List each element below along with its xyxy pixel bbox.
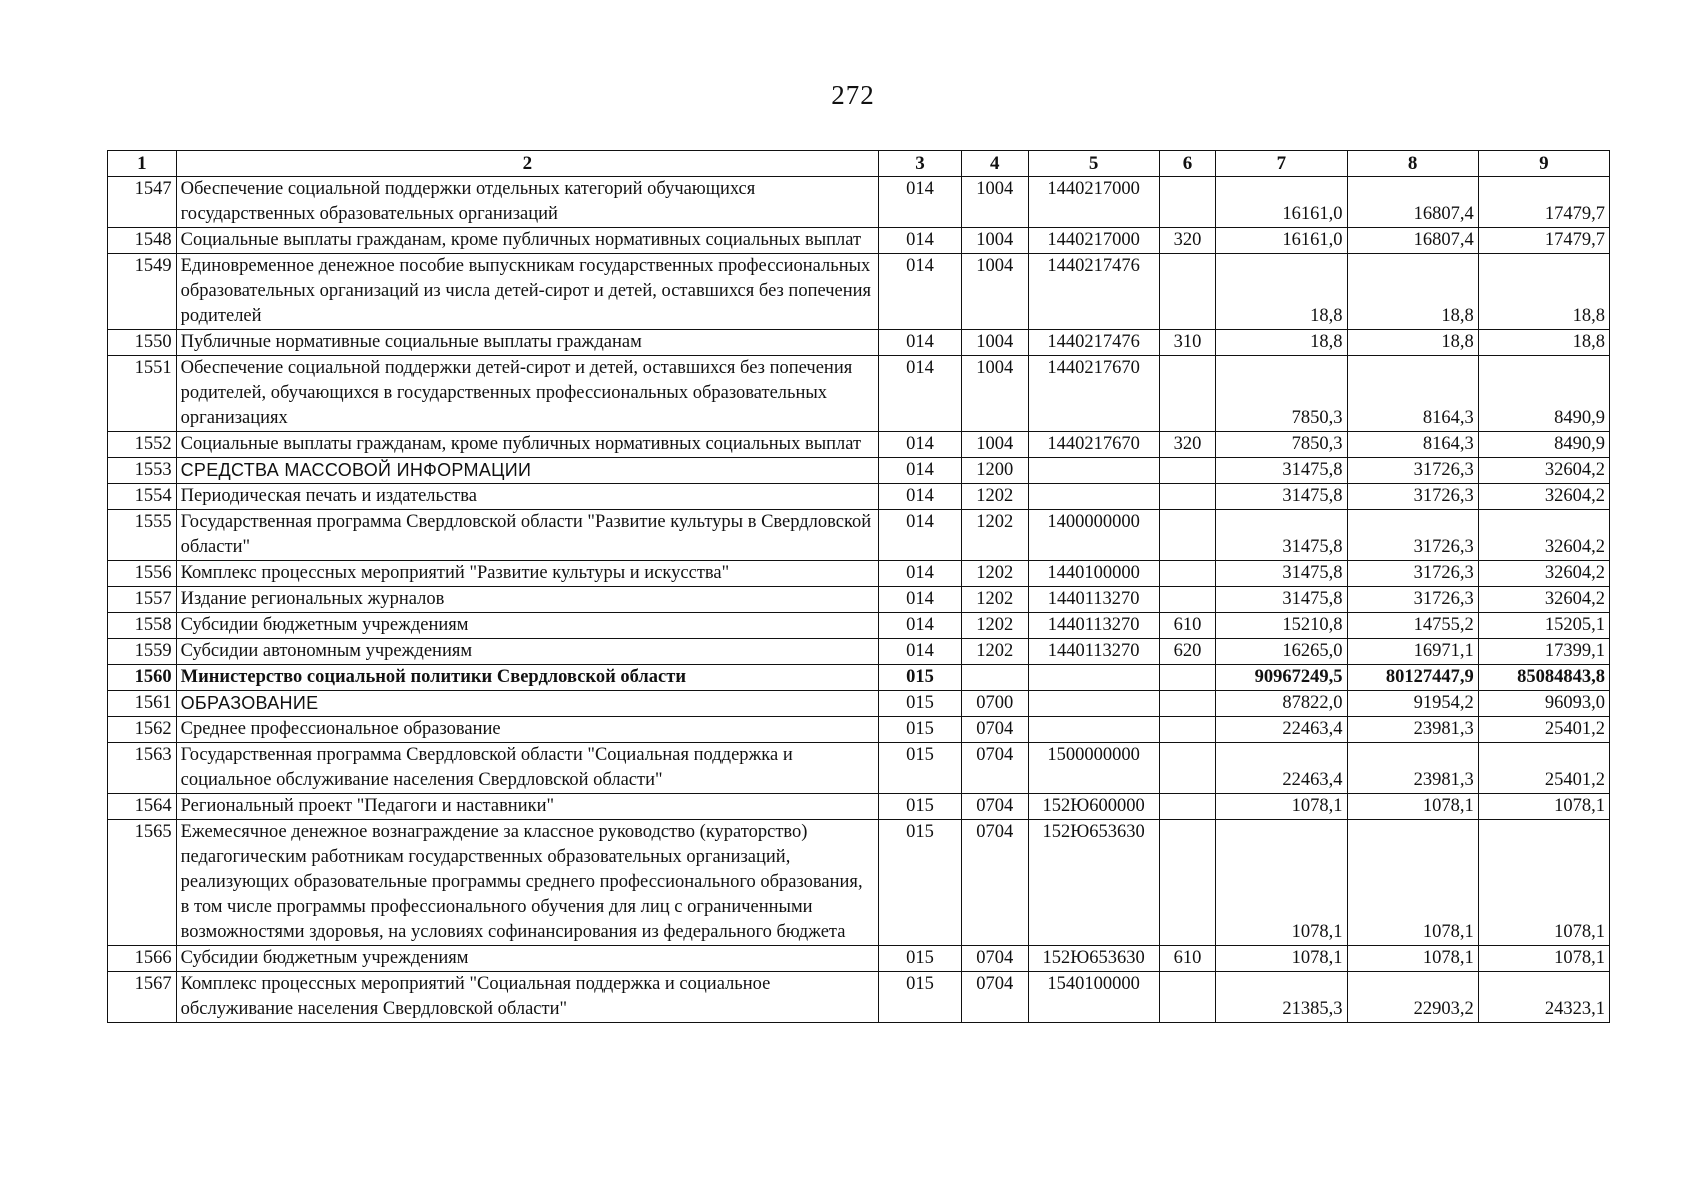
expense-type-code: 320 <box>1159 228 1216 254</box>
amount-col-9: 24323,1 <box>1478 972 1609 1023</box>
row-name: Субсидии бюджетным учреждениям <box>176 946 879 972</box>
row-number: 1561 <box>108 691 177 717</box>
amount-col-8: 8164,3 <box>1347 432 1478 458</box>
ministry-code: 014 <box>879 510 962 561</box>
row-number: 1557 <box>108 587 177 613</box>
amount-col-8: 16971,1 <box>1347 639 1478 665</box>
column-header: 9 <box>1478 151 1609 177</box>
target-article-code: 152Ю653630 <box>1028 946 1159 972</box>
amount-col-9: 18,8 <box>1478 254 1609 330</box>
section-code: 0704 <box>961 794 1028 820</box>
amount-col-9: 32604,2 <box>1478 561 1609 587</box>
amount-col-8: 16807,4 <box>1347 177 1478 228</box>
amount-col-9: 25401,2 <box>1478 743 1609 794</box>
ministry-code: 014 <box>879 561 962 587</box>
target-article-code: 1440217000 <box>1028 228 1159 254</box>
amount-col-7: 31475,8 <box>1216 484 1347 510</box>
expense-type-code <box>1159 356 1216 432</box>
row-name: Государственная программа Свердловской области "Социальная поддержка и социальное обслуживание населения Свердловской области" <box>176 743 879 794</box>
amount-col-9: 1078,1 <box>1478 794 1609 820</box>
target-article-code: 1440217476 <box>1028 330 1159 356</box>
section-code: 0704 <box>961 820 1028 946</box>
row-name: Министерство социальной политики Свердловской области <box>176 665 879 691</box>
section-code: 1004 <box>961 254 1028 330</box>
row-name: Комплекс процессных мероприятий "Социальная поддержка и социальное обслуживание населения Свердловской области" <box>176 972 879 1023</box>
expense-type-code <box>1159 665 1216 691</box>
table-row <box>108 743 1610 794</box>
amount-col-7: 1078,1 <box>1216 946 1347 972</box>
amount-col-7: 22463,4 <box>1216 743 1347 794</box>
budget-table <box>107 150 1610 1023</box>
expense-type-code <box>1159 820 1216 946</box>
amount-col-7: 90967249,5 <box>1216 665 1347 691</box>
amount-col-8: 31726,3 <box>1347 561 1478 587</box>
row-name: Субсидии автономным учреждениям <box>176 639 879 665</box>
table-row <box>108 794 1610 820</box>
table-row <box>108 458 1610 484</box>
row-number: 1565 <box>108 820 177 946</box>
expense-type-code: 320 <box>1159 432 1216 458</box>
row-number: 1555 <box>108 510 177 561</box>
row-name: Государственная программа Свердловской области "Развитие культуры в Свердловской области" <box>176 510 879 561</box>
expense-type-code <box>1159 177 1216 228</box>
amount-col-9: 8490,9 <box>1478 432 1609 458</box>
row-name: Публичные нормативные социальные выплаты гражданам <box>176 330 879 356</box>
expense-type-code: 610 <box>1159 613 1216 639</box>
row-name: Периодическая печать и издательства <box>176 484 879 510</box>
row-number: 1550 <box>108 330 177 356</box>
row-number: 1552 <box>108 432 177 458</box>
row-name: ОБРАЗОВАНИЕ <box>176 691 879 717</box>
ministry-code: 014 <box>879 356 962 432</box>
ministry-code: 014 <box>879 587 962 613</box>
ministry-code: 015 <box>879 743 962 794</box>
amount-col-8: 22903,2 <box>1347 972 1478 1023</box>
row-number: 1558 <box>108 613 177 639</box>
target-article-code <box>1028 691 1159 717</box>
table-row <box>108 946 1610 972</box>
table-row <box>108 254 1610 330</box>
expense-type-code <box>1159 458 1216 484</box>
section-code: 0704 <box>961 946 1028 972</box>
section-code: 1004 <box>961 330 1028 356</box>
table-row <box>108 228 1610 254</box>
ministry-code: 015 <box>879 972 962 1023</box>
column-header: 2 <box>176 151 879 177</box>
section-code: 1200 <box>961 458 1028 484</box>
target-article-code: 1500000000 <box>1028 743 1159 794</box>
row-name: Социальные выплаты гражданам, кроме публичных нормативных социальных выплат <box>176 228 879 254</box>
amount-col-7: 31475,8 <box>1216 510 1347 561</box>
column-header: 5 <box>1028 151 1159 177</box>
amount-col-9: 32604,2 <box>1478 587 1609 613</box>
column-header: 8 <box>1347 151 1478 177</box>
expense-type-code <box>1159 691 1216 717</box>
amount-col-7: 15210,8 <box>1216 613 1347 639</box>
ministry-code: 015 <box>879 794 962 820</box>
table-row <box>108 587 1610 613</box>
row-number: 1566 <box>108 946 177 972</box>
table-row <box>108 717 1610 743</box>
amount-col-8: 23981,3 <box>1347 743 1478 794</box>
table-row <box>108 510 1610 561</box>
ministry-code: 015 <box>879 946 962 972</box>
amount-col-7: 1078,1 <box>1216 794 1347 820</box>
table-row <box>108 561 1610 587</box>
row-name: Обеспечение социальной поддержки отдельных категорий обучающихся государственных образовательных организаций <box>176 177 879 228</box>
row-name: СРЕДСТВА МАССОВОЙ ИНФОРМАЦИИ <box>176 458 879 484</box>
expense-type-code <box>1159 484 1216 510</box>
target-article-code: 152Ю653630 <box>1028 820 1159 946</box>
ministry-code: 015 <box>879 717 962 743</box>
row-number: 1556 <box>108 561 177 587</box>
ministry-code: 014 <box>879 177 962 228</box>
table-row <box>108 972 1610 1023</box>
amount-col-7: 7850,3 <box>1216 356 1347 432</box>
ministry-code: 014 <box>879 613 962 639</box>
section-code: 1004 <box>961 356 1028 432</box>
table-row <box>108 691 1610 717</box>
target-article-code <box>1028 717 1159 743</box>
expense-type-code <box>1159 972 1216 1023</box>
amount-col-9: 1078,1 <box>1478 820 1609 946</box>
target-article-code: 1400000000 <box>1028 510 1159 561</box>
amount-col-7: 7850,3 <box>1216 432 1347 458</box>
target-article-code: 1440113270 <box>1028 587 1159 613</box>
amount-col-7: 21385,3 <box>1216 972 1347 1023</box>
target-article-code: 1440217000 <box>1028 177 1159 228</box>
section-code: 0700 <box>961 691 1028 717</box>
section-code: 1202 <box>961 484 1028 510</box>
ministry-code: 014 <box>879 458 962 484</box>
amount-col-8: 1078,1 <box>1347 946 1478 972</box>
amount-col-8: 80127447,9 <box>1347 665 1478 691</box>
row-name: Издание региональных журналов <box>176 587 879 613</box>
amount-col-8: 31726,3 <box>1347 484 1478 510</box>
row-name: Социальные выплаты гражданам, кроме публичных нормативных социальных выплат <box>176 432 879 458</box>
expense-type-code <box>1159 587 1216 613</box>
target-article-code: 1440113270 <box>1028 613 1159 639</box>
amount-col-8: 14755,2 <box>1347 613 1478 639</box>
section-code: 0704 <box>961 743 1028 794</box>
target-article-code: 1440217670 <box>1028 432 1159 458</box>
amount-col-9: 32604,2 <box>1478 510 1609 561</box>
table-row <box>108 177 1610 228</box>
row-name: Комплекс процессных мероприятий "Развитие культуры и искусства" <box>176 561 879 587</box>
page-number: 272 <box>831 80 875 110</box>
amount-col-9: 18,8 <box>1478 330 1609 356</box>
target-article-code: 1540100000 <box>1028 972 1159 1023</box>
amount-col-8: 1078,1 <box>1347 794 1478 820</box>
target-article-code <box>1028 484 1159 510</box>
amount-col-7: 18,8 <box>1216 330 1347 356</box>
row-name: Региональный проект "Педагоги и наставники" <box>176 794 879 820</box>
target-article-code <box>1028 665 1159 691</box>
amount-col-9: 85084843,8 <box>1478 665 1609 691</box>
column-header: 6 <box>1159 151 1216 177</box>
row-name: Единовременное денежное пособие выпускникам государственных профессиональных образовательных организаций из числа детей-сирот и детей, оставшихся без попечения родителей <box>176 254 879 330</box>
row-number: 1548 <box>108 228 177 254</box>
amount-col-9: 32604,2 <box>1478 458 1609 484</box>
amount-col-7: 16161,0 <box>1216 177 1347 228</box>
table-row <box>108 613 1610 639</box>
amount-col-7: 31475,8 <box>1216 458 1347 484</box>
expense-type-code: 620 <box>1159 639 1216 665</box>
expense-type-code <box>1159 254 1216 330</box>
amount-col-7: 18,8 <box>1216 254 1347 330</box>
ministry-code: 015 <box>879 820 962 946</box>
section-code: 1202 <box>961 561 1028 587</box>
amount-col-8: 16807,4 <box>1347 228 1478 254</box>
row-number: 1562 <box>108 717 177 743</box>
row-number: 1559 <box>108 639 177 665</box>
section-code: 1202 <box>961 510 1028 561</box>
amount-col-9: 17479,7 <box>1478 228 1609 254</box>
amount-col-7: 31475,8 <box>1216 561 1347 587</box>
row-name: Субсидии бюджетным учреждениям <box>176 613 879 639</box>
ministry-code: 014 <box>879 254 962 330</box>
row-number: 1553 <box>108 458 177 484</box>
amount-col-8: 31726,3 <box>1347 510 1478 561</box>
amount-col-9: 96093,0 <box>1478 691 1609 717</box>
expense-type-code <box>1159 743 1216 794</box>
amount-col-7: 1078,1 <box>1216 820 1347 946</box>
ministry-code: 014 <box>879 484 962 510</box>
target-article-code: 1440217670 <box>1028 356 1159 432</box>
row-number: 1560 <box>108 665 177 691</box>
section-code <box>961 665 1028 691</box>
row-name: Ежемесячное денежное вознаграждение за классное руководство (кураторство) педагогическим работникам государственных образовательных организаций, реализующих образовательные программы среднего профессионального образования, в том числе программы профессионального обучения для лиц с ограниченными возможностями здоровья, на условиях софинансирования из федерального бюджета <box>176 820 879 946</box>
amount-col-8: 1078,1 <box>1347 820 1478 946</box>
amount-col-8: 8164,3 <box>1347 356 1478 432</box>
section-code: 1202 <box>961 639 1028 665</box>
column-header: 1 <box>108 151 177 177</box>
table-row <box>108 639 1610 665</box>
table-row <box>108 665 1610 691</box>
row-name: Среднее профессиональное образование <box>176 717 879 743</box>
amount-col-9: 15205,1 <box>1478 613 1609 639</box>
expense-type-code <box>1159 510 1216 561</box>
column-header: 7 <box>1216 151 1347 177</box>
amount-col-7: 16265,0 <box>1216 639 1347 665</box>
ministry-code: 015 <box>879 691 962 717</box>
row-number: 1563 <box>108 743 177 794</box>
amount-col-9: 8490,9 <box>1478 356 1609 432</box>
section-code: 1004 <box>961 432 1028 458</box>
section-code: 1004 <box>961 177 1028 228</box>
section-code: 1202 <box>961 613 1028 639</box>
table-row <box>108 432 1610 458</box>
column-header: 3 <box>879 151 962 177</box>
row-number: 1549 <box>108 254 177 330</box>
column-header: 4 <box>961 151 1028 177</box>
expense-type-code <box>1159 717 1216 743</box>
amount-col-7: 87822,0 <box>1216 691 1347 717</box>
section-code: 0704 <box>961 717 1028 743</box>
row-number: 1567 <box>108 972 177 1023</box>
row-number: 1547 <box>108 177 177 228</box>
ministry-code: 015 <box>879 665 962 691</box>
header-row <box>108 151 1610 177</box>
amount-col-9: 32604,2 <box>1478 484 1609 510</box>
ministry-code: 014 <box>879 639 962 665</box>
amount-col-9: 1078,1 <box>1478 946 1609 972</box>
table-row <box>108 356 1610 432</box>
amount-col-7: 22463,4 <box>1216 717 1347 743</box>
ministry-code: 014 <box>879 330 962 356</box>
amount-col-8: 18,8 <box>1347 330 1478 356</box>
section-code: 0704 <box>961 972 1028 1023</box>
expense-type-code <box>1159 794 1216 820</box>
row-number: 1551 <box>108 356 177 432</box>
amount-col-8: 18,8 <box>1347 254 1478 330</box>
target-article-code <box>1028 458 1159 484</box>
target-article-code: 152Ю600000 <box>1028 794 1159 820</box>
section-code: 1004 <box>961 228 1028 254</box>
row-number: 1554 <box>108 484 177 510</box>
amount-col-7: 31475,8 <box>1216 587 1347 613</box>
table-row <box>108 330 1610 356</box>
row-number: 1564 <box>108 794 177 820</box>
amount-col-9: 25401,2 <box>1478 717 1609 743</box>
expense-type-code: 610 <box>1159 946 1216 972</box>
amount-col-8: 91954,2 <box>1347 691 1478 717</box>
row-name: Обеспечение социальной поддержки детей-сирот и детей, оставшихся без попечения родителей, обучающихся в государственных профессиональных образовательных организациях <box>176 356 879 432</box>
amount-col-8: 31726,3 <box>1347 458 1478 484</box>
amount-col-9: 17399,1 <box>1478 639 1609 665</box>
target-article-code: 1440100000 <box>1028 561 1159 587</box>
table-row <box>108 484 1610 510</box>
table-row <box>108 820 1610 946</box>
expense-type-code: 310 <box>1159 330 1216 356</box>
ministry-code: 014 <box>879 432 962 458</box>
amount-col-9: 17479,7 <box>1478 177 1609 228</box>
amount-col-8: 23981,3 <box>1347 717 1478 743</box>
amount-col-8: 31726,3 <box>1347 587 1478 613</box>
section-code: 1202 <box>961 587 1028 613</box>
expense-type-code <box>1159 561 1216 587</box>
amount-col-7: 16161,0 <box>1216 228 1347 254</box>
ministry-code: 014 <box>879 228 962 254</box>
target-article-code: 1440217476 <box>1028 254 1159 330</box>
target-article-code: 1440113270 <box>1028 639 1159 665</box>
